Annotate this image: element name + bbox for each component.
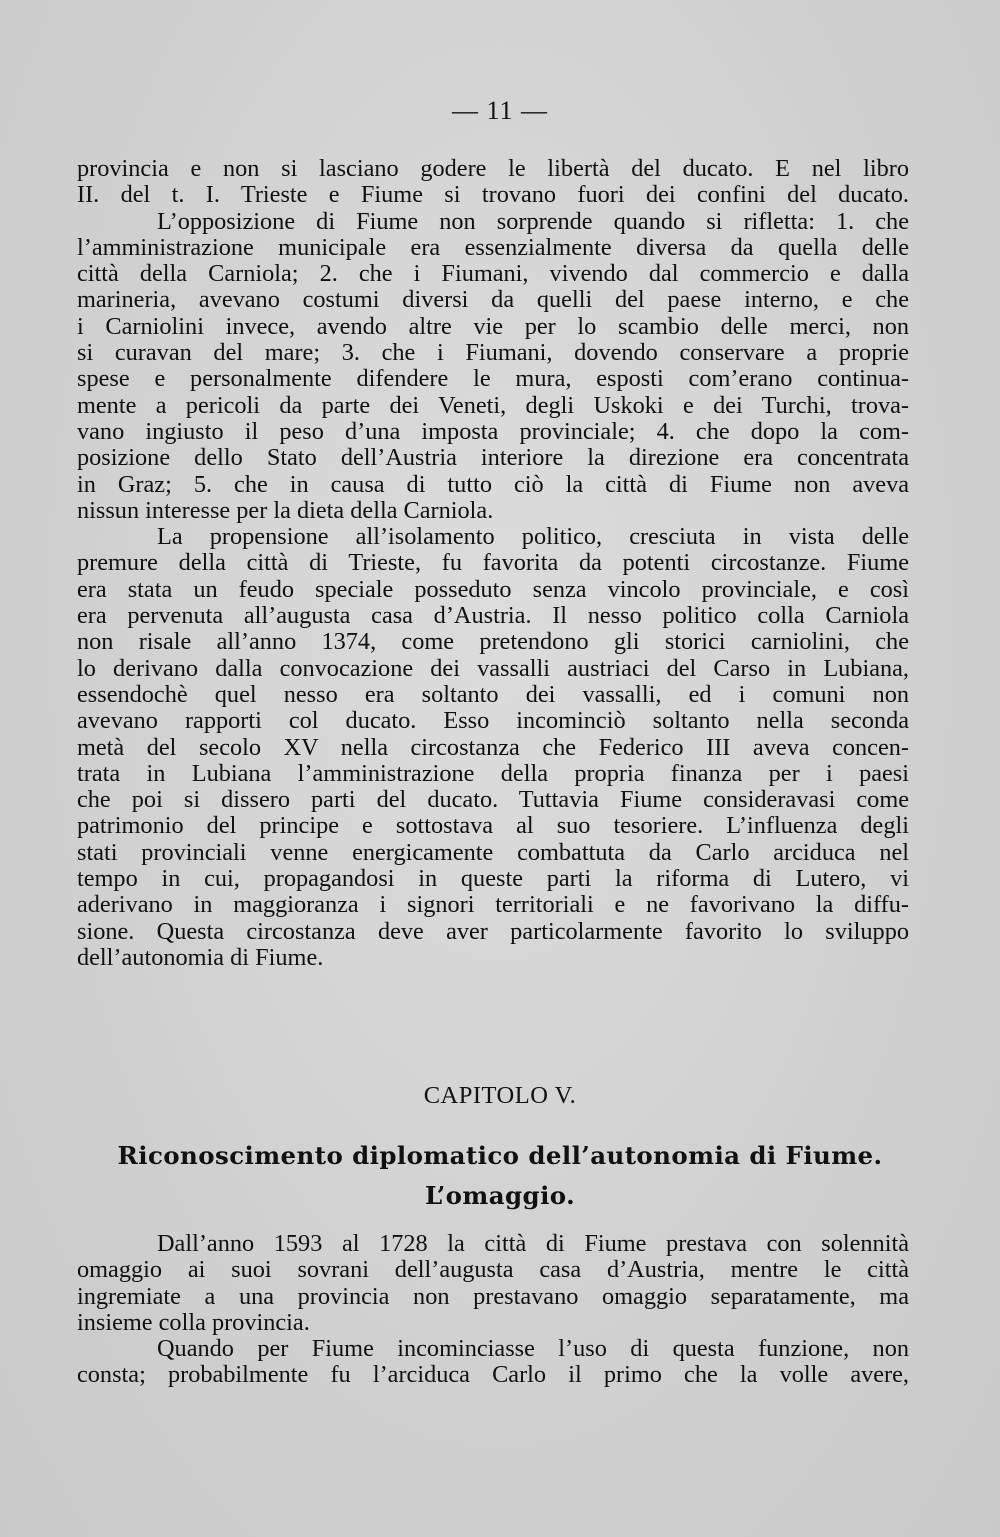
text-line: Dall’anno 1593 al 1728 la città di Fiume prestava con solennità	[157, 1230, 909, 1257]
text-line: lo derivano dalla convocazione dei vassalli austriaci del Carso in Lubiana,	[77, 654, 909, 682]
paragraph	[77, 156, 909, 209]
text-line: spese e personalmente difendere le mura, esposti com’erano continua-	[77, 365, 909, 393]
chapter-title: Riconoscimento diplomatico dell’autonomia di Fiume.	[117, 1141, 883, 1170]
text-line: avevano rapporti col ducato. Esso incominciò soltanto nella seconda	[77, 707, 909, 735]
text-line: non risale all’anno 1374, come pretendono gli storici carniolini, che	[77, 628, 909, 656]
text-line: si curavan del mare; 3. che i Fiumani, dovendo conservare a proprie	[77, 339, 909, 367]
text-line: ingremiate a una provincia non prestavano omaggio separatamente, ma	[77, 1282, 909, 1310]
body-text-bottom	[77, 1231, 909, 1389]
text-line: L’opposizione di Fiume non sorprende quando si rifletta: 1. che	[157, 207, 909, 235]
text-line: dell’autonomia di Fiume.	[77, 943, 324, 971]
text-line: in Graz; 5. che in causa di tutto ciò la città di Fiume non aveva	[77, 470, 909, 498]
text-line: l’amministrazione municipale era essenzialmente diversa da quella delle	[77, 233, 909, 261]
text-line: nissun interesse per la dieta della Carniola.	[77, 496, 494, 524]
text-line: mente a pericoli da parte dei Veneti, degli Uskoki e dei Turchi, trova-	[77, 391, 909, 419]
text-line: patrimonio del principe e sottostava al suo tesoriere. L’influenza degli	[77, 812, 909, 840]
text-line: essendochè quel nesso era soltanto dei vassalli, ed i comuni non	[77, 680, 909, 708]
text-line: tempo in cui, propagandosi in queste parti la riforma di Lutero, vi	[77, 865, 909, 893]
paragraph	[77, 1231, 909, 1336]
text-line: trata in Lubiana l’amministrazione della propria finanza per i paesi	[77, 759, 909, 787]
text-line: era pervenuta all’augusta casa d’Austria. Il nesso politico colla Carniola	[77, 602, 909, 630]
text-line: stati provinciali venne energicamente combattuta da Carlo arciduca nel	[77, 838, 909, 866]
text-line: che poi si dissero parti del ducato. Tuttavia Fiume consideravasi come	[77, 786, 909, 814]
body-text-top	[77, 156, 909, 971]
text-line: posizione dello Stato dell’Austria interiore la direzione era concentrata	[77, 444, 909, 472]
text-line: i Carniolini invece, avendo altre vie per lo scambio delle merci, non	[77, 312, 909, 340]
text-line: aderivano in maggioranza i signori territoriali e ne favorivano la diffu-	[77, 891, 909, 919]
text-line: Quando per Fiume incominciasse l’uso di questa funzione, non	[157, 1335, 909, 1363]
text-line: marineria, avevano costumi diversi da quelli del paese interno, e che	[77, 286, 909, 314]
text-line: II. del t. I. Trieste e Fiume si trovano fuori dei confini del ducato.	[77, 181, 909, 209]
chapter-subtitle: L’omaggio.	[424, 1181, 576, 1210]
text-line: città della Carniola; 2. che i Fiumani, vivendo dal commercio e dalla	[77, 260, 909, 288]
text-line: metà del secolo XV nella circostanza che Federico III aveva concen-	[77, 733, 909, 761]
text-line: provincia e non si lasciano godere le libertà del ducato. E nel libro	[77, 155, 909, 182]
text-line: vano ingiusto il peso d’una imposta provinciale; 4. che dopo la com-	[77, 417, 909, 445]
paragraph	[77, 524, 909, 971]
text-line: consta; probabilmente fu l’arciduca Carlo il primo che la volle avere,	[77, 1361, 909, 1389]
page-number: — 11 —	[451, 96, 549, 125]
chapter-label: CAPITOLO V.	[423, 1082, 577, 1109]
text-line: omaggio ai suoi sovrani dell’augusta casa d’Austria, mentre le città	[77, 1256, 909, 1284]
text-line: insieme colla provincia.	[77, 1308, 310, 1336]
paragraph	[77, 1336, 909, 1389]
text-line: La propensione all’isolamento politico, cresciuta in vista delle	[157, 523, 909, 551]
text-line: premure della città di Trieste, fu favorita da potenti circostanze. Fiume	[77, 549, 909, 577]
paragraph	[77, 209, 909, 525]
text-line: sione. Questa circostanza deve aver particolarmente favorito lo sviluppo	[77, 917, 909, 945]
text-line: era stata un feudo speciale posseduto senza vincolo provinciale, e così	[77, 575, 909, 603]
